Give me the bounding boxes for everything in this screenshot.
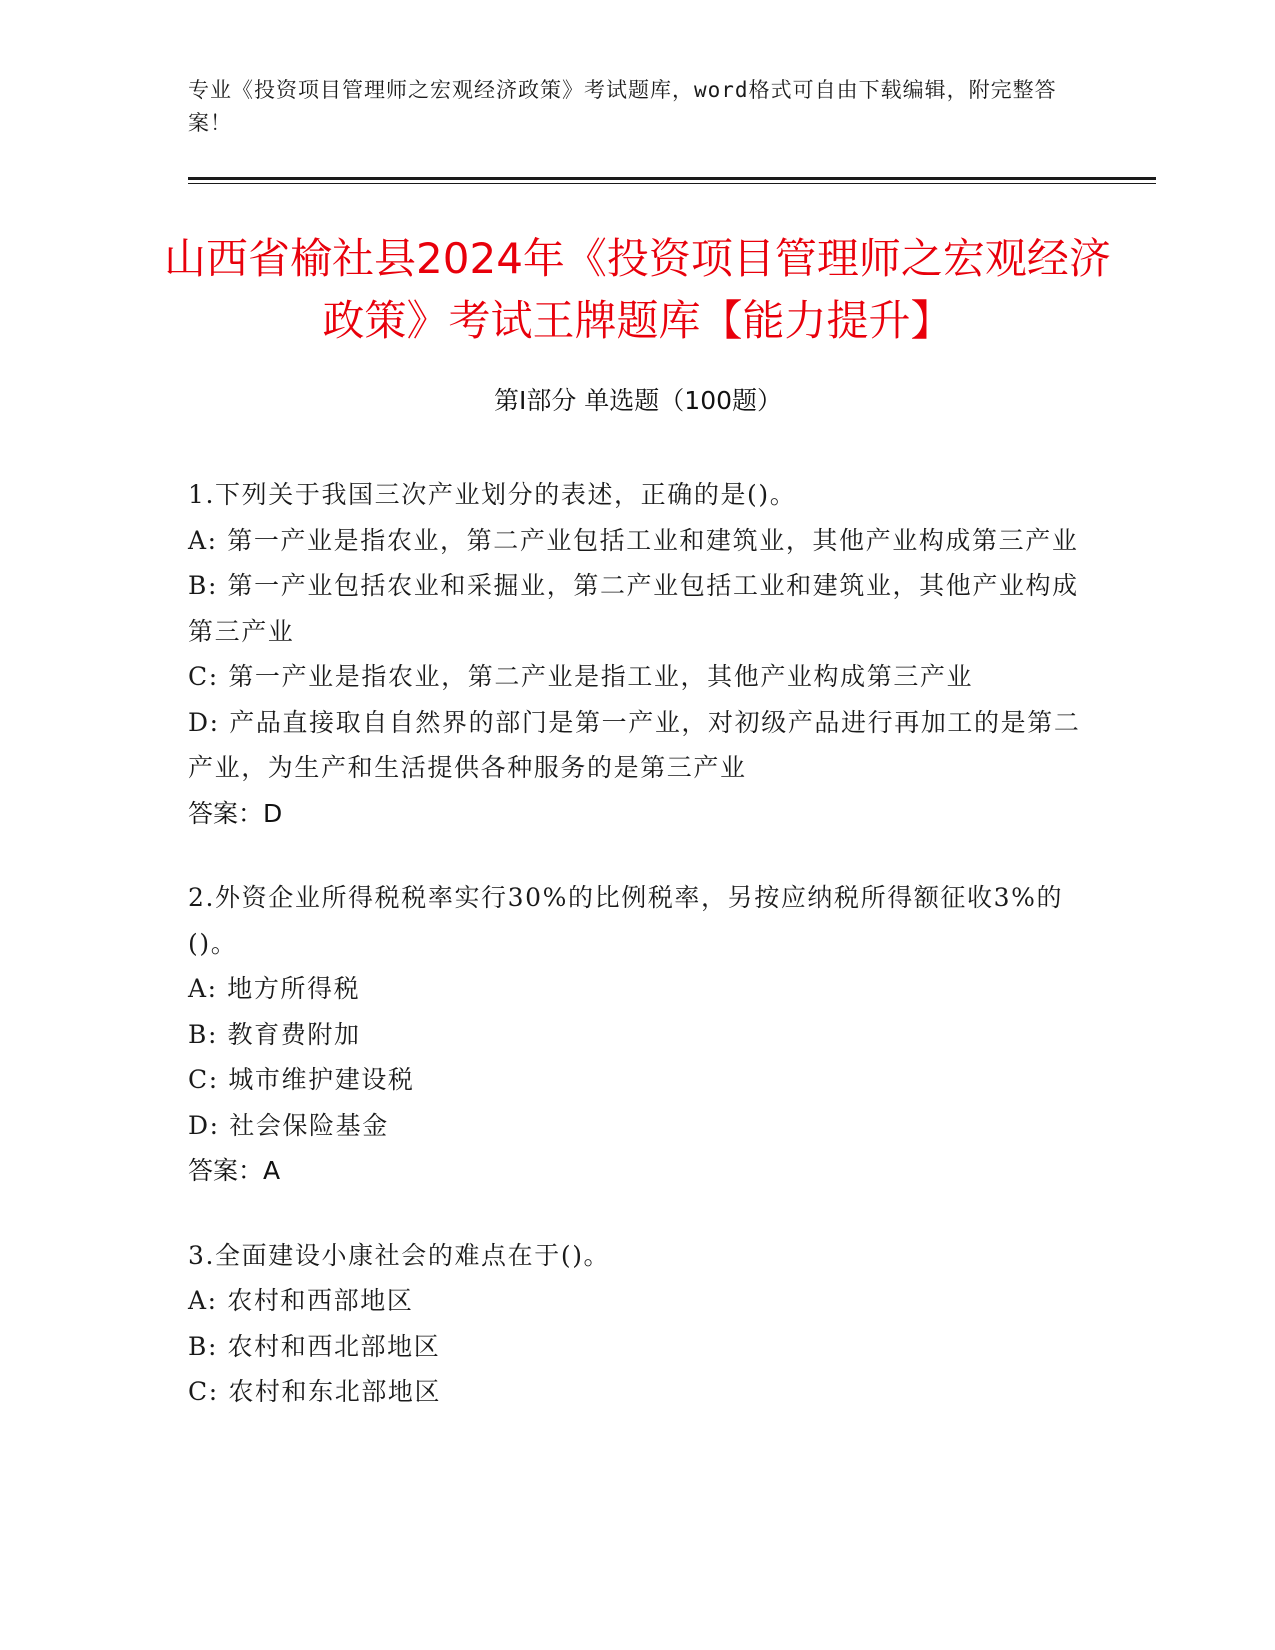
option-text: 教育费附加 — [227, 1019, 361, 1049]
option-label: A: — [188, 974, 218, 1003]
question-3 — [188, 1233, 1088, 1415]
option-label: C: — [188, 1065, 219, 1094]
header-note: 专业《投资项目管理师之宏观经济政策》考试题库，word格式可自由下载编辑，附完整答案！ — [188, 78, 1057, 135]
option-label: D: — [188, 1110, 220, 1140]
option-c — [188, 1057, 1088, 1103]
option-label: D: — [188, 707, 220, 737]
option-b — [188, 563, 1088, 654]
option-a — [188, 966, 1088, 1012]
option-text: 第一产业是指农业，第二产业是指工业，其他产业构成第三产业 — [228, 662, 974, 691]
option-d — [188, 700, 1088, 791]
option-b — [188, 1012, 1088, 1058]
option-label: B: — [188, 571, 218, 600]
option-b — [188, 1324, 1088, 1370]
option-a — [188, 1278, 1088, 1324]
option-label: A: — [188, 1286, 218, 1315]
option-label: C: — [188, 662, 219, 691]
option-text: 地方所得税 — [227, 974, 361, 1003]
answer: 答案：A — [188, 1156, 281, 1185]
question-stem: 3.全面建设小康社会的难点在于()。 — [188, 1240, 611, 1270]
option-d — [188, 1103, 1088, 1149]
option-label: C: — [188, 1377, 219, 1406]
option-c — [188, 654, 1088, 700]
option-c — [188, 1369, 1088, 1415]
option-text: 第一产业是指农业，第二产业包括工业和建筑业，其他产业构成第三产业 — [227, 525, 1079, 555]
option-text: 农村和西北部地区 — [227, 1331, 441, 1361]
option-text: 社会保险基金 — [229, 1110, 389, 1140]
option-text: 农村和东北部地区 — [228, 1377, 442, 1406]
section-title: 第Ⅰ部分 单选题（100题） — [493, 386, 783, 415]
option-text: 农村和西部地区 — [227, 1286, 414, 1315]
option-text: 产品直接取自自然界的部门是第一产业，对初级产品进行再加工的是第二产业，为生产和生活提供各种服务的是第三产业 — [188, 707, 1081, 782]
question-stem: 1.下列关于我国三次产业划分的表述，正确的是()。 — [188, 480, 797, 509]
option-label: B: — [188, 1331, 218, 1361]
answer: 答案：D — [188, 798, 283, 828]
option-label: B: — [188, 1019, 218, 1049]
option-label: A: — [188, 525, 218, 555]
option-text: 城市维护建设税 — [228, 1065, 415, 1094]
question-list — [188, 472, 1088, 1454]
question-1 — [188, 472, 1088, 836]
option-a — [188, 518, 1088, 564]
option-text: 第一产业包括农业和采掘业，第二产业包括工业和建筑业，其他产业构成第三产业 — [188, 571, 1079, 646]
document-title: 山西省榆社县2024年《投资项目管理师之宏观经济政策》考试王牌题库【能力提升】 — [164, 234, 1111, 345]
question-stem: 2.外资企业所得税税率实行30%的比例税率，另按应纳税所得额征收3%的()。 — [188, 883, 1064, 958]
question-2 — [188, 875, 1088, 1194]
header-divider-thin — [188, 183, 1156, 184]
header-divider-thick — [188, 177, 1156, 180]
